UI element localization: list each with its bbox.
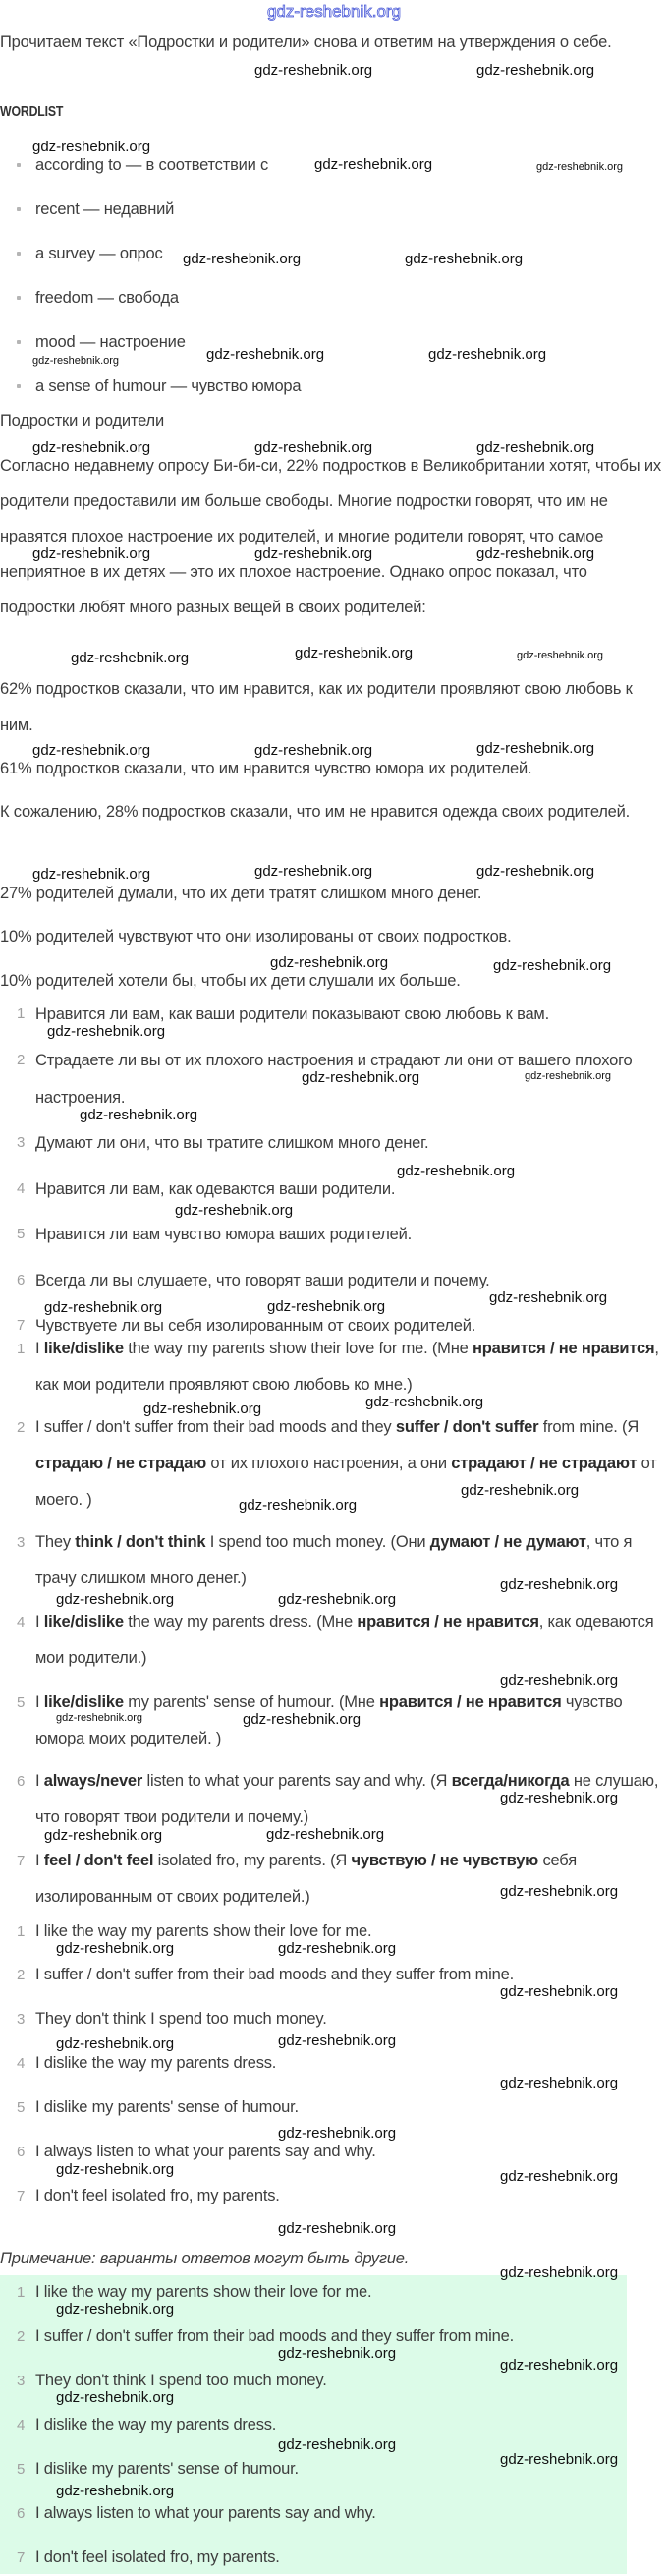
watermark-text: gdz-reshebnik.org: [476, 740, 595, 757]
item-number: 3: [17, 2011, 26, 2028]
question-item: [0, 1124, 664, 1162]
detailed-answer-item: [0, 1409, 664, 1518]
intro-text: Прочитаем текст «Подростки и родители» снова и ответим на утверждения о себе.: [0, 33, 612, 51]
final-answer-item: [0, 2540, 664, 2576]
text-segment: , как одеваются мои родители.): [35, 1613, 654, 1667]
wordlist-item: [0, 236, 664, 272]
text-title: Подростки и родители: [0, 412, 164, 429]
text-segment: не слушаю, что говорят твои родители и почему.): [35, 1772, 659, 1826]
answer-item-text: I don't feel isolated fro, my parents.: [35, 2187, 280, 2204]
watermark-text: gdz-reshebnik.org: [183, 251, 302, 267]
text-segment: от их плохого настроения, а они: [206, 1455, 452, 1472]
wordlist-item: [0, 147, 664, 184]
watermark-text: gdz-reshebnik.org: [302, 1069, 420, 1086]
question-item: [0, 1216, 664, 1253]
answer-item: [0, 1957, 664, 1993]
bold-choice: suffer / don't suffer: [395, 1418, 539, 1436]
watermark-text: gdz-reshebnik.org: [500, 2075, 619, 2091]
paragraph: 62% подростков сказали, что им нравится, как их родители проявляют свою любовь к ним.: [0, 680, 633, 734]
text-segment: от моего. ): [35, 1455, 657, 1509]
wordlist-heading: [0, 93, 664, 130]
item-number: 2: [17, 1052, 26, 1068]
answer-item-text: I always listen to what your parents say and why.: [35, 2143, 376, 2160]
text-segment: the way my parents show their love for me. (Мне: [123, 1340, 473, 1357]
text-segment: I suffer / don't suffer from their bad moods and they: [35, 1418, 396, 1436]
detailed-answer-item-text: [35, 1685, 664, 1757]
final-answer-item-text: I like the way my parents show their love for me.: [35, 2283, 372, 2301]
watermark-text: gdz-reshebnik.org: [476, 545, 595, 562]
watermark-text: gdz-reshebnik.org: [517, 650, 604, 661]
watermark-text: gdz-reshebnik.org: [175, 1202, 294, 1219]
watermark-text: gdz-reshebnik.org: [405, 251, 524, 267]
final-answer-item-text: I dislike my parents' sense of humour.: [35, 2460, 299, 2478]
final-answer-item-text: I dislike the way my parents dress.: [35, 2416, 277, 2433]
item-number: 7: [17, 1317, 26, 1334]
watermark-text: gdz-reshebnik.org: [500, 2357, 619, 2374]
watermark-text: gdz-reshebnik.org: [278, 2032, 397, 2049]
text-segment: listen to what your parents say and why. (Я: [142, 1772, 452, 1790]
item-number: 1: [17, 1923, 26, 1940]
question-item-text: Всегда ли вы слушаете, что говорят ваши родители и почему.: [35, 1272, 490, 1289]
wordlist-item-text: according to — в соответствии с: [35, 156, 269, 174]
item-number: 1: [17, 1341, 26, 1357]
watermark-text: gdz-reshebnik.org: [428, 346, 547, 363]
detailed-answer-item-text: [35, 1604, 664, 1677]
answer-item: [0, 2089, 664, 2126]
watermark-text: gdz-reshebnik.org: [493, 957, 612, 974]
item-number: 4: [17, 2055, 26, 2072]
text-segment: I: [35, 1693, 44, 1711]
watermark-text: gdz-reshebnik.org: [56, 2161, 175, 2178]
watermark-text: gdz-reshebnik.org: [461, 1482, 580, 1499]
item-number: 2: [17, 2328, 26, 2345]
watermark-text: gdz-reshebnik.org: [500, 2264, 619, 2281]
watermark-text: gdz-reshebnik.org: [56, 1712, 143, 1724]
watermark-text: gdz-reshebnik.org: [143, 1401, 262, 1417]
detailed-answer-item-text: [35, 1524, 664, 1597]
watermark-text: gdz-reshebnik.org: [295, 645, 414, 661]
item-number: 5: [17, 1694, 26, 1711]
detailed-answer-item-text: [35, 1763, 664, 1836]
item-number: 5: [17, 2461, 26, 2478]
question-item-text: Чувствуете ли вы себя изолированным от своих родителей.: [35, 1317, 476, 1335]
text-segment: I: [35, 1852, 44, 1869]
wordlist-item-text: mood — настроение: [35, 333, 186, 351]
bold-choice: нравится / не нравится: [379, 1693, 562, 1711]
item-number: 5: [17, 2099, 26, 2116]
answer-item: [0, 1914, 664, 1950]
wordlist-item: [0, 280, 664, 316]
watermark-text: gdz-reshebnik.org: [266, 1826, 385, 1843]
watermark-text: gdz-reshebnik.org: [44, 1827, 163, 1844]
wordlist-title: WORDLIST: [0, 103, 64, 120]
watermark-text: gdz-reshebnik.org: [500, 1883, 619, 1900]
question-item-text: Думают ли они, что вы тратите слишком много денег.: [35, 1134, 429, 1152]
answer-item-text: I dislike my parents' sense of humour.: [35, 2098, 299, 2116]
watermark-text: gdz-reshebnik.org: [500, 1790, 619, 1806]
watermark-text: gdz-reshebnik.org: [278, 1591, 397, 1608]
watermark-text: gdz-reshebnik.org: [56, 2389, 175, 2406]
answer-item: [0, 2001, 664, 2037]
watermark-text: gdz-reshebnik.org: [206, 346, 325, 363]
final-answer-item: [0, 2318, 664, 2355]
watermark-text: gdz-reshebnik.org: [500, 2451, 619, 2468]
bold-choice: нравится / не нравится: [357, 1613, 539, 1631]
bullet-icon: [17, 252, 21, 256]
bold-choice: думают / не думают: [429, 1533, 586, 1551]
paragraph: 10% родителей хотели бы, чтобы их дети слушали их больше.: [0, 972, 461, 990]
bold-choice: think / don't think: [75, 1533, 206, 1551]
watermark-text: gdz-reshebnik.org: [32, 545, 151, 562]
item-number: 6: [17, 2144, 26, 2160]
question-item: [0, 1262, 664, 1299]
text-segment: the way my parents dress. (Мне: [123, 1613, 358, 1631]
wordlist-item: [0, 192, 664, 228]
item-number: 3: [17, 1534, 26, 1551]
item-number: 1: [17, 2284, 26, 2301]
watermark-text: gdz-reshebnik.org: [243, 1711, 362, 1728]
item-number: 1: [17, 1005, 26, 1022]
text-segment: my parents' sense of humour. (Мне: [123, 1693, 380, 1711]
answer-item-text: I like the way my parents show their love for me.: [35, 1922, 372, 1940]
item-number: 3: [17, 1134, 26, 1151]
item-number: 2: [17, 1967, 26, 1983]
watermark-text: gdz-reshebnik.org: [278, 2220, 397, 2237]
item-number: 4: [17, 1180, 26, 1197]
watermark-text: gdz-reshebnik.org: [47, 1023, 166, 1040]
watermark-text: gdz-reshebnik.org: [476, 439, 595, 456]
question-item-text: Нравится ли вам, как ваши родители показывают свою любовь к вам.: [35, 1005, 549, 1023]
watermark-text: gdz-reshebnik.org: [254, 545, 373, 562]
question-item: [0, 1171, 664, 1208]
bold-choice: like/dislike: [43, 1340, 124, 1357]
note-text: Примечание: варианты ответов могут быть другие.: [0, 2250, 410, 2267]
final-answer-item: [0, 2363, 664, 2399]
watermark-text: gdz-reshebnik.org: [270, 954, 389, 971]
watermark-text: gdz-reshebnik.org: [32, 866, 151, 883]
text-segment: , что я трачу слишком много денег.): [35, 1533, 633, 1587]
item-number: 4: [17, 1614, 26, 1631]
final-answer-item-text: I always listen to what your parents say and why.: [35, 2504, 376, 2522]
watermark-text: gdz-reshebnik.org: [476, 863, 595, 880]
question-item: [0, 996, 664, 1033]
final-answer-item: [0, 2495, 664, 2532]
text-segment: себя изолированным от своих родителей.): [35, 1852, 577, 1906]
watermark-text: gdz-reshebnik.org: [56, 1940, 175, 1957]
final-answer-item: [0, 2451, 664, 2488]
watermark-text: gdz-reshebnik.org: [56, 2035, 175, 2052]
site-watermark-header: gdz-reshebnik.org: [266, 2, 402, 21]
detailed-answer-item: [0, 1763, 664, 1836]
item-number: 7: [17, 2549, 26, 2566]
watermark-text: gdz-reshebnik.org: [267, 1298, 386, 1315]
bold-choice: like/dislike: [43, 1613, 124, 1631]
bold-choice: feel / don't feel: [43, 1852, 154, 1869]
text-segment: I spend too much money. (Они: [205, 1533, 430, 1551]
watermark-text: gdz-reshebnik.org: [278, 1940, 397, 1957]
watermark-text: gdz-reshebnik.org: [254, 863, 373, 880]
question-item-text: Нравится ли вам, как одеваются ваши родители.: [35, 1180, 396, 1198]
item-number: 6: [17, 2505, 26, 2522]
answer-item-text: They don't think I spend too much money.: [35, 2010, 327, 2028]
text-segment: I: [35, 1772, 44, 1790]
watermark-text: gdz-reshebnik.org: [239, 1497, 358, 1514]
watermark-text: gdz-reshebnik.org: [500, 1672, 619, 1689]
paragraph: К сожалению, 28% подростков сказали, что им не нравится одежда своих родителей.: [0, 803, 631, 821]
wordlist-item-text: a sense of humour — чувство юмора: [35, 377, 302, 395]
item-number: 4: [17, 2417, 26, 2433]
wordlist-item: [0, 324, 664, 361]
paragraph: 27% родителей думали, что их дети тратят слишком много денег.: [0, 885, 482, 902]
detailed-answer-item-text: [35, 1409, 664, 1518]
answer-item: [0, 2178, 664, 2214]
watermark-text: gdz-reshebnik.org: [476, 62, 595, 79]
bold-choice: like/dislike: [43, 1693, 124, 1711]
question-item-text: Нравится ли вам чувство юмора ваших родителей.: [35, 1226, 413, 1243]
question-item: [0, 1042, 664, 1116]
item-number: 3: [17, 2373, 26, 2389]
watermark-text: gdz-reshebnik.org: [278, 2436, 397, 2453]
item-number: 7: [17, 2188, 26, 2204]
watermark-text: gdz-reshebnik.org: [56, 1591, 175, 1608]
wordlist-item: [0, 369, 664, 405]
watermark-text: gdz-reshebnik.org: [254, 62, 373, 79]
question-item-text: Страдаете ли вы от их плохого настроения и страдают ли они от вашего плохого настроения.: [35, 1052, 633, 1107]
bullet-icon: [17, 163, 21, 167]
paragraph: 61% подростков сказали, что им нравится чувство юмора их родителей.: [0, 760, 532, 777]
wordlist-item-text: freedom — свобода: [35, 289, 179, 307]
text-segment: , как мои родители проявляют свою любовь ко мне.): [35, 1340, 659, 1394]
detailed-answer-item-text: [35, 1843, 664, 1916]
watermark-text: gdz-reshebnik.org: [314, 156, 433, 173]
watermark-text: gdz-reshebnik.org: [80, 1107, 198, 1123]
final-answer-item: [0, 2407, 664, 2443]
watermark-text: gdz-reshebnik.org: [254, 742, 373, 759]
watermark-text: gdz-reshebnik.org: [32, 139, 151, 155]
watermark-text: gdz-reshebnik.org: [525, 1070, 612, 1082]
text-segment: from mine. (Я: [538, 1418, 640, 1436]
answer-item-text: I suffer / don't suffer from their bad moods and they suffer from mine.: [35, 1966, 514, 1983]
bold-choice: страдают / не страдают: [451, 1455, 638, 1472]
final-answer-item-text: I suffer / don't suffer from their bad moods and they suffer from mine.: [35, 2327, 514, 2345]
detailed-answer-item: [0, 1604, 664, 1677]
paragraph: 10% родителей чувствуют что они изолированы от своих подростков.: [0, 928, 512, 945]
final-answer-item: [0, 2274, 664, 2311]
watermark-text: gdz-reshebnik.org: [32, 742, 151, 759]
watermark-text: gdz-reshebnik.org: [365, 1394, 484, 1410]
bold-choice: нравится / не нравится: [472, 1340, 655, 1357]
text-segment: чувство юмора моих родителей. ): [35, 1693, 623, 1747]
detailed-answer-item: [0, 1843, 664, 1916]
bold-choice: страдаю / не страдаю: [35, 1455, 206, 1472]
watermark-text: gdz-reshebnik.org: [44, 1299, 163, 1316]
watermark-text: gdz-reshebnik.org: [71, 650, 190, 666]
bullet-icon: [17, 340, 21, 344]
watermark-text: gdz-reshebnik.org: [32, 439, 151, 456]
final-answer-item-text: I don't feel isolated fro, my parents.: [35, 2548, 280, 2566]
wordlist-item-text: recent — недавний: [35, 200, 175, 218]
detailed-answer-item-text: [35, 1331, 664, 1403]
bold-choice: always/never: [43, 1772, 143, 1790]
watermark-text: gdz-reshebnik.org: [397, 1163, 516, 1179]
text-segment: isolated fro, my parents. (Я: [153, 1852, 352, 1869]
watermark-text: gdz-reshebnik.org: [254, 439, 373, 456]
bold-choice: чувствую / не чувствую: [351, 1852, 539, 1869]
paragraph: Согласно недавнему опросу Би-би-си, 22% подростков в Великобритании хотят, чтобы их родители предоставили им больше свободы. Многие подростки говорят, что им не нравятся плохое настроение их родителей, и многие родители говорят, что самое неприятное в их детях — это их плохое настроение. Однако опрос показал, что подростки любят много разных вещей в своих родителей:: [0, 457, 661, 616]
answer-item: [0, 2134, 664, 2170]
watermark-text: gdz-reshebnik.org: [500, 2168, 619, 2185]
item-number: 5: [17, 1226, 26, 1242]
wordlist-item-text: a survey — опрос: [35, 245, 163, 262]
detailed-answer-item: [0, 1331, 664, 1403]
watermark-text: gdz-reshebnik.org: [56, 2483, 175, 2499]
item-number: 6: [17, 1272, 26, 1288]
item-number: 6: [17, 1773, 26, 1790]
bullet-icon: [17, 384, 21, 388]
watermark-text: gdz-reshebnik.org: [32, 355, 120, 367]
text-segment: I: [35, 1613, 44, 1631]
detailed-answer-item: [0, 1524, 664, 1597]
watermark-text: gdz-reshebnik.org: [56, 2301, 175, 2318]
text-segment: They: [35, 1533, 76, 1551]
final-answer-item-text: They don't think I spend too much money.: [35, 2372, 327, 2389]
watermark-text: gdz-reshebnik.org: [278, 2125, 397, 2142]
answer-item: [0, 2045, 664, 2082]
item-number: 2: [17, 1419, 26, 1436]
watermark-text: gdz-reshebnik.org: [536, 161, 624, 173]
bullet-icon: [17, 207, 21, 211]
watermark-text: gdz-reshebnik.org: [500, 1576, 619, 1593]
watermark-text: gdz-reshebnik.org: [489, 1289, 608, 1306]
watermark-text: gdz-reshebnik.org: [278, 2345, 397, 2362]
item-number: 7: [17, 1853, 26, 1869]
detailed-answer-item: [0, 1685, 664, 1757]
answer-item-text: I dislike the way my parents dress.: [35, 2054, 277, 2072]
bullet-icon: [17, 296, 21, 300]
text-segment: I: [35, 1340, 44, 1357]
bold-choice: всегда/никогда: [451, 1772, 570, 1790]
watermark-text: gdz-reshebnik.org: [500, 1983, 619, 2000]
